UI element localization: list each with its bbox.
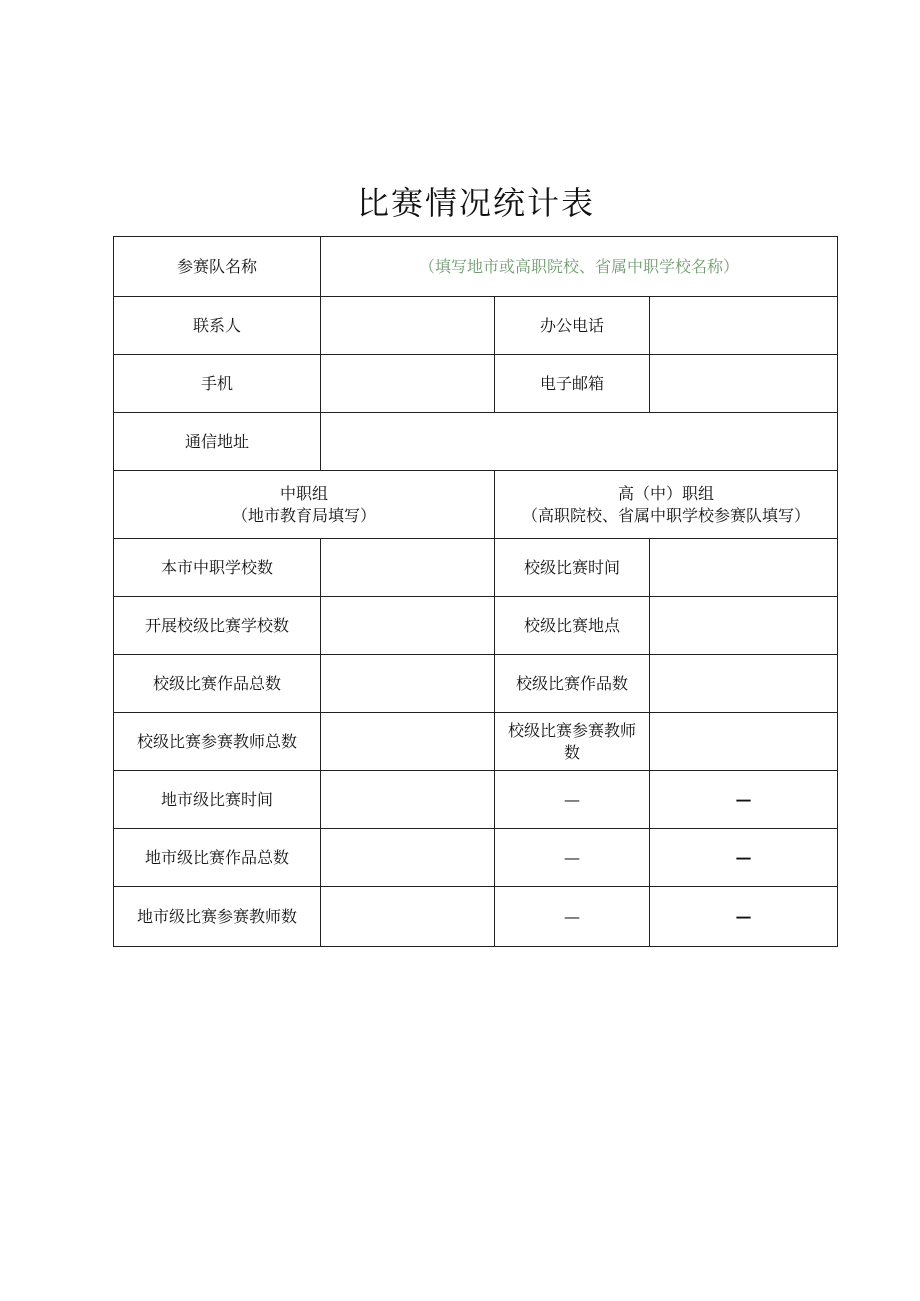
statistics-table: [113, 236, 838, 947]
row-label: 地市级比赛参赛教师数: [114, 887, 321, 947]
email-label: 电子邮箱: [495, 355, 650, 413]
table-row: [114, 597, 838, 655]
table-row: [114, 771, 838, 829]
table-row: [114, 887, 838, 947]
not-applicable-dash: —: [495, 829, 650, 887]
value-field[interactable]: [321, 829, 495, 887]
address-field[interactable]: [321, 413, 838, 471]
value-field[interactable]: [321, 771, 495, 829]
not-applicable-dash: —: [650, 829, 838, 887]
table-row: [114, 539, 838, 597]
not-applicable-dash: —: [650, 887, 838, 947]
value-field[interactable]: [650, 713, 838, 771]
table-row: [114, 655, 838, 713]
row-label: 校级比赛参赛教师总数: [114, 713, 321, 771]
contact-label: 联系人: [114, 297, 321, 355]
higher-group-header: [495, 471, 838, 539]
row-label: 校级比赛作品数: [495, 655, 650, 713]
address-label: 通信地址: [114, 413, 321, 471]
address-row: [114, 413, 838, 471]
row-label: 开展校级比赛学校数: [114, 597, 321, 655]
mobile-row: [114, 355, 838, 413]
table-row: [114, 829, 838, 887]
row-label: 校级比赛地点: [495, 597, 650, 655]
table-row: [114, 713, 838, 771]
not-applicable-dash: —: [495, 771, 650, 829]
not-applicable-dash: —: [650, 771, 838, 829]
page-title: 比赛情况统计表: [356, 184, 595, 222]
row-label: 校级比赛时间: [495, 539, 650, 597]
contact-row: [114, 297, 838, 355]
value-field[interactable]: [321, 713, 495, 771]
office-phone-field[interactable]: [650, 297, 838, 355]
value-field[interactable]: [650, 539, 838, 597]
mobile-label: 手机: [114, 355, 321, 413]
value-field[interactable]: [321, 655, 495, 713]
team-name-label: 参赛队名称: [114, 237, 321, 297]
row-label: 校级比赛参赛教师数: [495, 713, 650, 771]
row-label: 本市中职学校数: [114, 539, 321, 597]
secondary-group-header: [114, 471, 495, 539]
row-label: 校级比赛作品总数: [114, 655, 321, 713]
email-field[interactable]: [650, 355, 838, 413]
team-name-field[interactable]: （填写地市或高职院校、省属中职学校名称）: [321, 237, 838, 297]
secondary-group-note: （地市教育局填写）: [231, 505, 376, 525]
group-header-row: [114, 471, 838, 539]
higher-group-note: （高职院校、省属中职学校参赛队填写）: [522, 505, 811, 525]
higher-group-title: 高（中）职组: [618, 483, 715, 503]
row-label: 地市级比赛作品总数: [114, 829, 321, 887]
value-field[interactable]: [650, 655, 838, 713]
office-phone-label: 办公电话: [495, 297, 650, 355]
value-field[interactable]: [321, 597, 495, 655]
contact-field[interactable]: [321, 297, 495, 355]
value-field[interactable]: [321, 887, 495, 947]
secondary-group-title: 中职组: [279, 483, 328, 503]
not-applicable-dash: —: [495, 887, 650, 947]
value-field[interactable]: [321, 539, 495, 597]
value-field[interactable]: [650, 597, 838, 655]
row-label: 地市级比赛时间: [114, 771, 321, 829]
team-name-row: [114, 237, 838, 297]
mobile-field[interactable]: [321, 355, 495, 413]
